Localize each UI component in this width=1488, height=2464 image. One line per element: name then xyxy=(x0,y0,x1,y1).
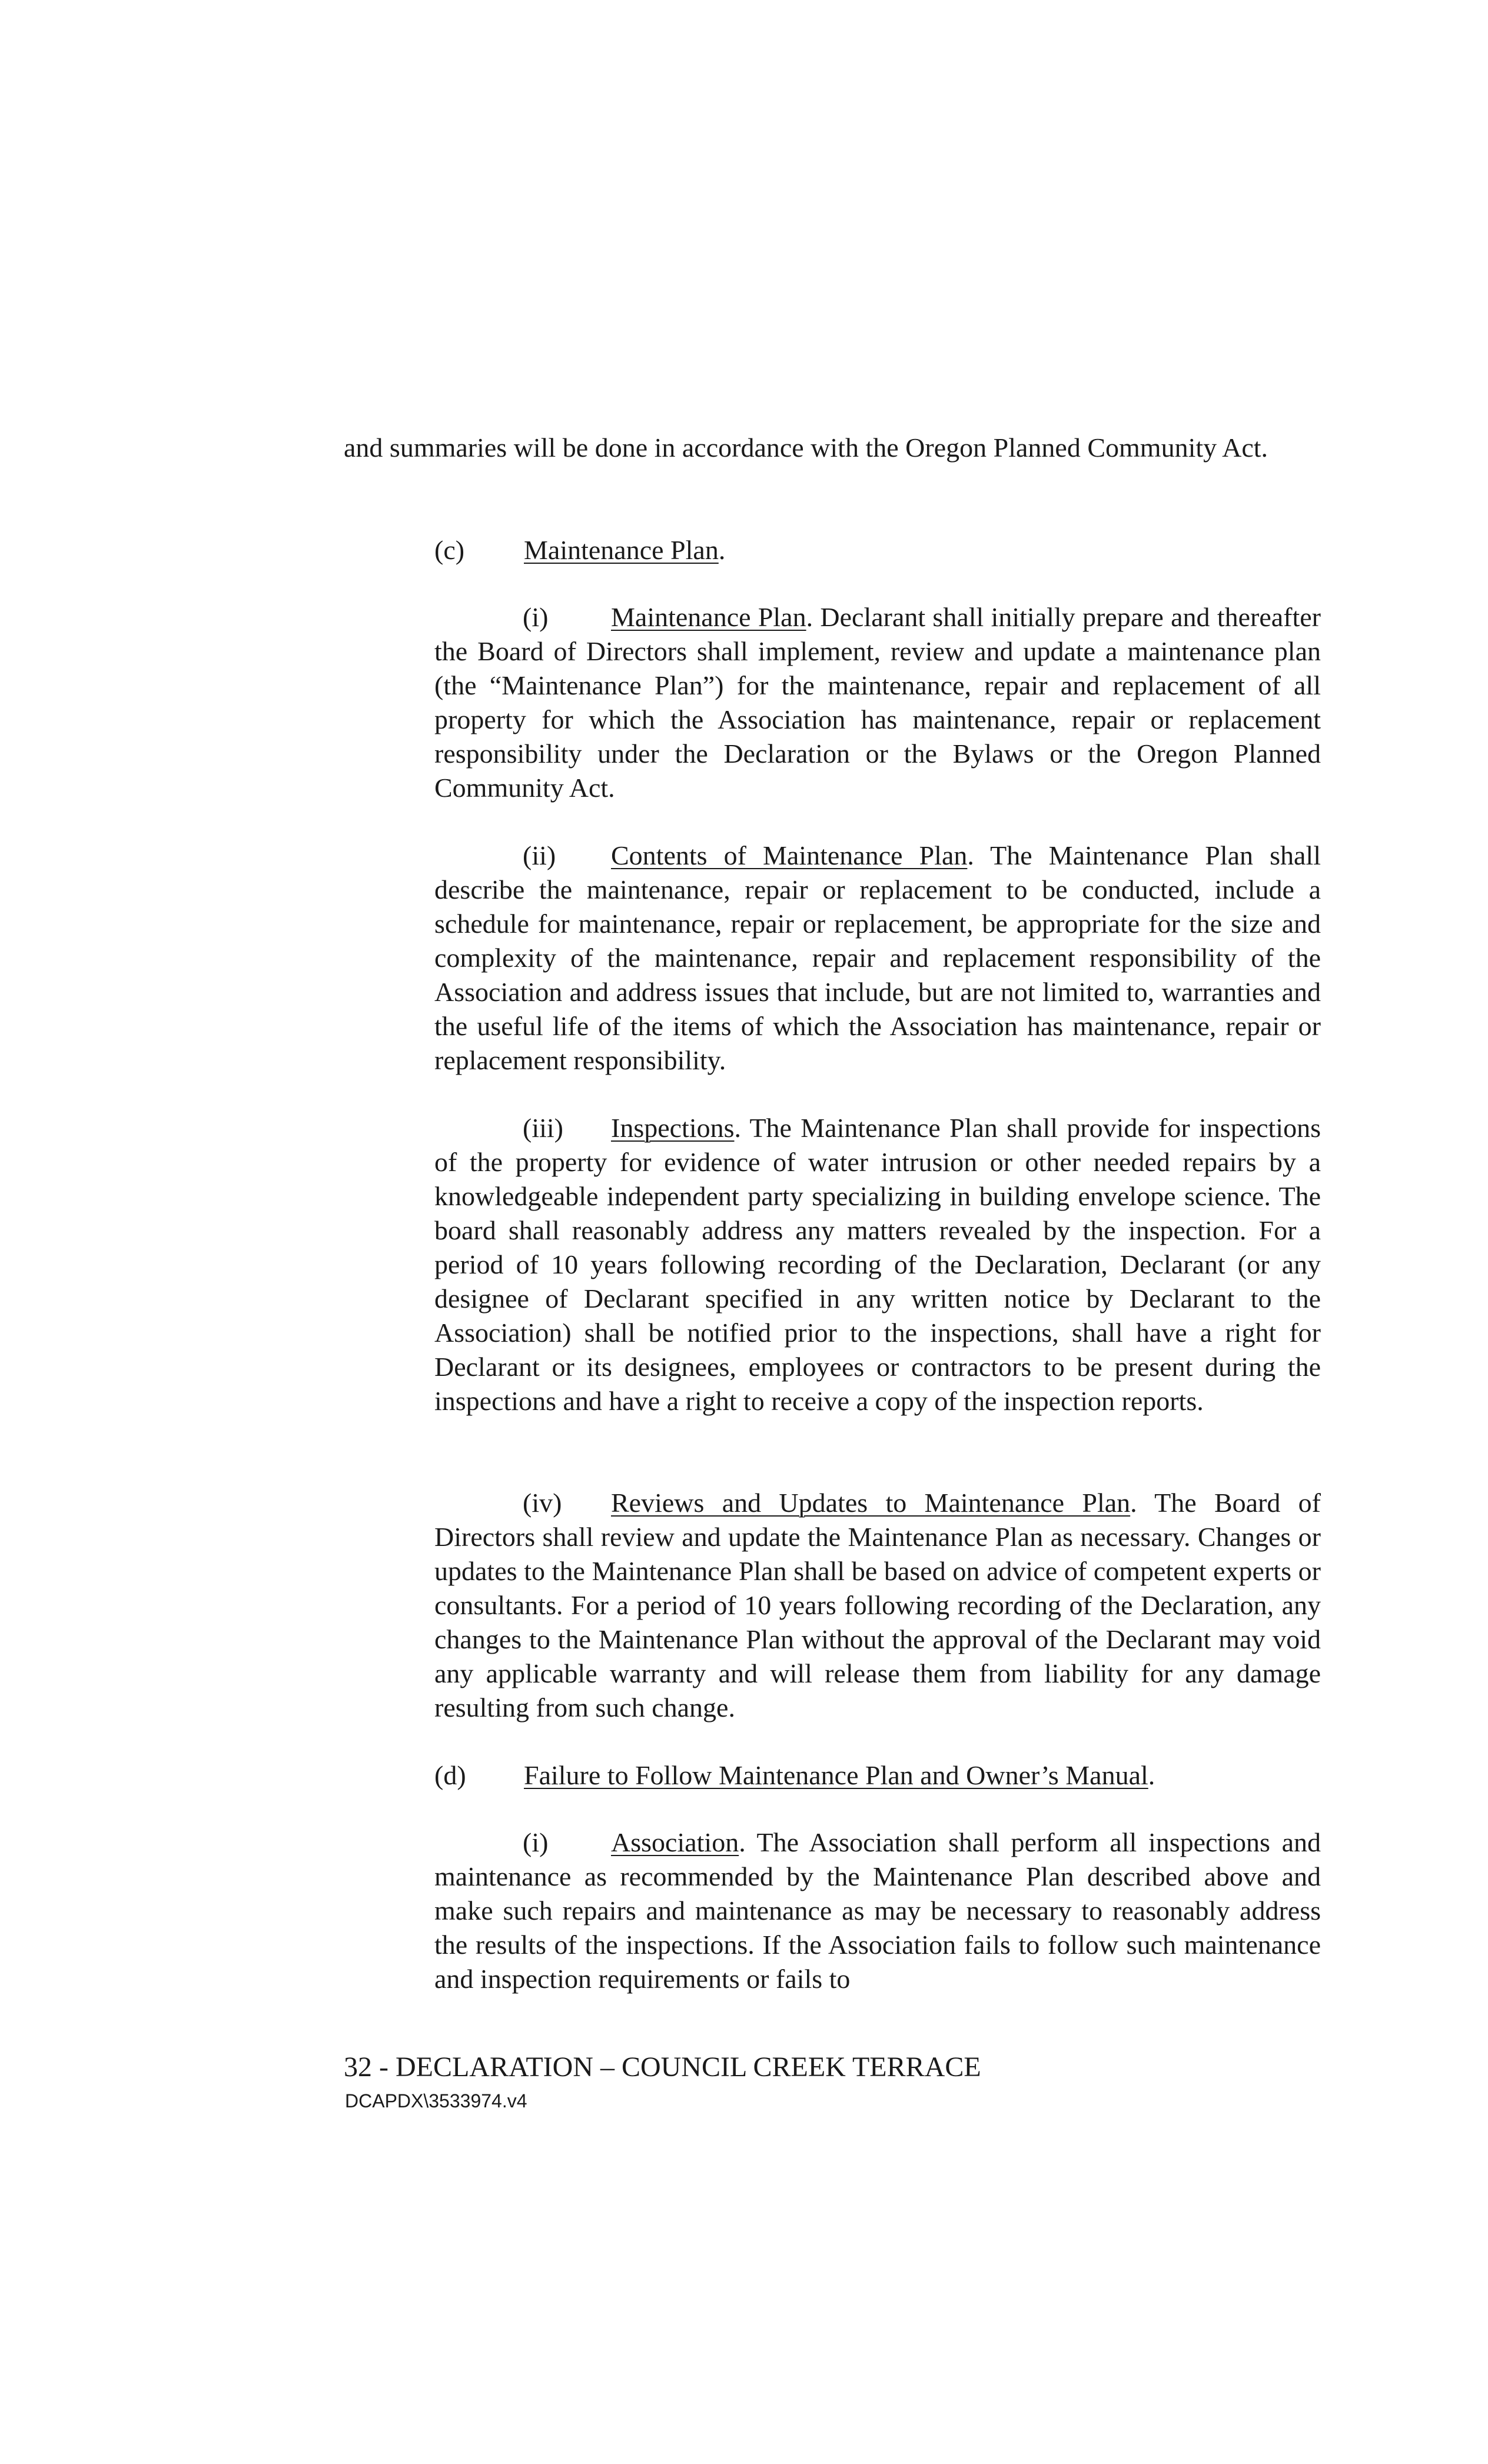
item-heading: Contents of Maintenance Plan xyxy=(611,840,968,870)
section-c-item-iii xyxy=(434,1111,1321,1418)
item-number: (ii) xyxy=(523,840,556,870)
item-heading: Maintenance Plan xyxy=(611,602,806,632)
footer-doc-id: DCAPDX\3533974.v4 xyxy=(345,2090,527,2111)
section-c-item-ii xyxy=(434,839,1321,1078)
section-d-item-i xyxy=(434,1825,1321,1996)
section-c-heading xyxy=(434,533,725,567)
lead-paragraph: and summaries will be done in accordance with the Oregon Planned Community Act. xyxy=(344,433,1268,463)
section-c-number: (c) xyxy=(434,535,465,565)
section-d-number: (d) xyxy=(434,1760,466,1790)
item-heading: Reviews and Updates to Maintenance Plan xyxy=(611,1488,1131,1518)
section-c-item-iv xyxy=(434,1486,1321,1725)
section-c-item-i xyxy=(434,600,1321,805)
item-text: . The Maintenance Plan shall describe the maintenance, repair or replacement to be conducted, include a schedule for maintenance, repair or replacement, be appropriate for the size and complexity of the maintenance, repair and replacement responsibility of the Association and address issues that include, but are not limited to, warranties and the useful life of the items of which the Association has maintenance, repair or replacement responsibility. xyxy=(434,840,1321,1075)
item-heading: Association xyxy=(611,1827,739,1857)
item-text: . The Maintenance Plan shall provide for inspections of the property for evidence of water intrusion or other needed repairs by a knowledgeable independent party specializing in building envelope science. The board shall reasonably address any matters revealed by the inspection. For a period of 10 years following recording of the Declaration, Declarant (or any designee of Declarant specified in any written notice by Declarant to the Association) shall be notified prior to the inspections, shall have a right for Declarant or its designees, employees or contractors to be present during the inspections and have a right to receive a copy of the inspection reports. xyxy=(434,1113,1321,1416)
item-text: . The Board of Directors shall review and update the Maintenance Plan as necessary. Changes or updates to the Maintenance Plan shall be based on advice of competent experts or consultants. For a period of 10 years following recording of the Declaration, any changes to the Maintenance Plan without the approval of the Declarant may void any applicable warranty and will release them from liability for any damage resulting from such change. xyxy=(434,1488,1321,1723)
section-c-period: . xyxy=(718,535,726,565)
item-number: (iv) xyxy=(523,1488,562,1518)
section-d-title: Failure to Follow Maintenance Plan and Owner’s Manual xyxy=(524,1760,1148,1790)
item-number: (iii) xyxy=(523,1113,563,1143)
item-number: (i) xyxy=(523,1827,549,1857)
section-d-heading xyxy=(434,1758,1155,1793)
footer-title: 32 - DECLARATION – COUNCIL CREEK TERRACE xyxy=(344,2051,981,2083)
item-text: . The Association shall perform all inspections and maintenance as recommended by the Maintenance Plan described above and make such repairs and maintenance as may be necessary to reasonably address the results of the inspections. If the Association fails to follow such maintenance and inspection requirements or fails to xyxy=(434,1827,1321,1994)
section-c-title: Maintenance Plan xyxy=(524,535,719,565)
item-text: . Declarant shall initially prepare and thereafter the Board of Directors shall implement, review and update a maintenance plan (the “Maintenance Plan”) for the maintenance, repair and replacement of all property for which the Association has maintenance, repair or replacement responsibility under the Declaration or the Bylaws or the Oregon Planned Community Act. xyxy=(434,602,1321,803)
item-number: (i) xyxy=(523,602,549,632)
item-heading: Inspections xyxy=(611,1113,735,1143)
section-d-period: . xyxy=(1148,1760,1155,1790)
